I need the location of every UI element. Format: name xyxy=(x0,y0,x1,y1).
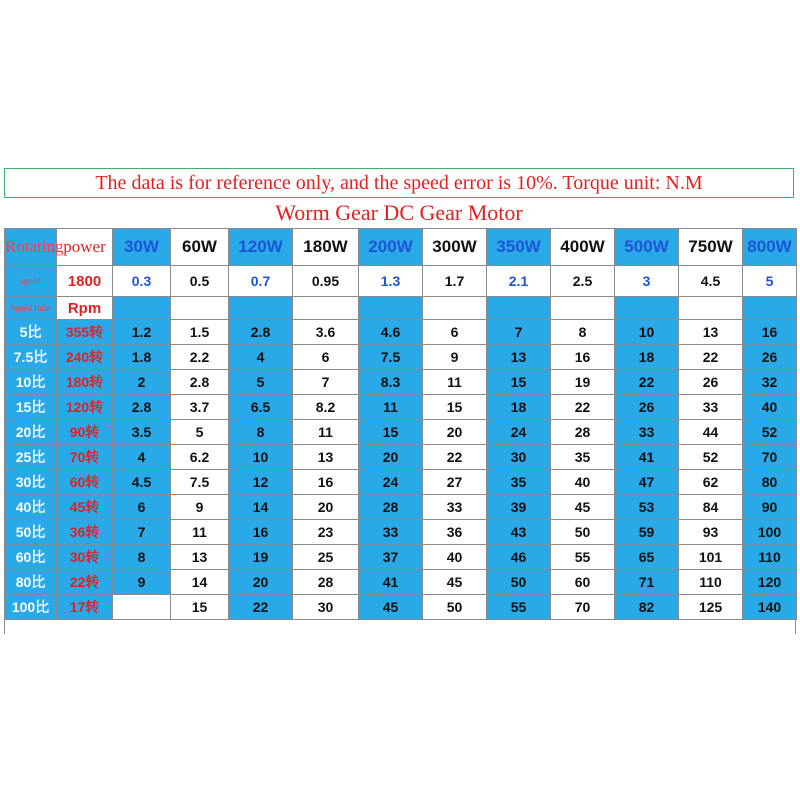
power-header-500w: 500W xyxy=(615,229,679,266)
torque-cell: 8 xyxy=(551,320,615,345)
torque-cell: 120 xyxy=(743,570,797,595)
power-header-400w: 400W xyxy=(551,229,615,266)
torque-cell: 47 xyxy=(615,470,679,495)
torque-cell: 13 xyxy=(293,445,359,470)
blank-cell xyxy=(487,297,551,320)
rated-torque-120w: 0.7 xyxy=(229,266,293,297)
torque-cell: 60 xyxy=(551,570,615,595)
torque-cell: 16 xyxy=(229,520,293,545)
torque-cell: 20 xyxy=(293,495,359,520)
torque-cell: 6 xyxy=(423,320,487,345)
speed-ratio-label: Speed ratio xyxy=(5,297,57,320)
torque-cell: 15 xyxy=(359,420,423,445)
torque-cell: 8 xyxy=(113,545,171,570)
torque-cell: 1.8 xyxy=(113,345,171,370)
torque-cell: 23 xyxy=(293,520,359,545)
torque-cell: 6 xyxy=(113,495,171,520)
torque-cell xyxy=(113,595,171,620)
torque-cell: 19 xyxy=(229,545,293,570)
torque-cell: 3.7 xyxy=(171,395,229,420)
torque-cell: 20 xyxy=(359,445,423,470)
torque-cell: 27 xyxy=(423,470,487,495)
rpm-cell: 60转 xyxy=(57,470,113,495)
torque-cell: 46 xyxy=(487,545,551,570)
torque-cell: 45 xyxy=(359,595,423,620)
power-header-120w: 120W xyxy=(229,229,293,266)
blank-cell xyxy=(423,297,487,320)
rpm-cell: 22转 xyxy=(57,570,113,595)
torque-cell: 2.8 xyxy=(229,320,293,345)
torque-cell: 26 xyxy=(743,345,797,370)
table-row xyxy=(5,470,797,495)
torque-cell: 41 xyxy=(615,445,679,470)
rpm-label: Rpm xyxy=(57,297,113,320)
rated-torque-500w: 3 xyxy=(615,266,679,297)
torque-cell: 25 xyxy=(293,545,359,570)
torque-cell: 8.2 xyxy=(293,395,359,420)
torque-cell: 7 xyxy=(487,320,551,345)
torque-cell: 33 xyxy=(615,420,679,445)
power-header-200w: 200W xyxy=(359,229,423,266)
torque-cell: 2.8 xyxy=(171,370,229,395)
speed-value: 1800 xyxy=(57,266,113,297)
torque-cell: 18 xyxy=(615,345,679,370)
torque-cell: 18 xyxy=(487,395,551,420)
rpm-cell: 180转 xyxy=(57,370,113,395)
torque-cell: 15 xyxy=(487,370,551,395)
torque-cell: 39 xyxy=(487,495,551,520)
torque-cell: 50 xyxy=(423,595,487,620)
torque-cell: 1.2 xyxy=(113,320,171,345)
torque-cell: 10 xyxy=(615,320,679,345)
torque-cell: 13 xyxy=(171,545,229,570)
torque-cell: 2 xyxy=(113,370,171,395)
ratio-cell: 60比 xyxy=(5,545,57,570)
rated-torque-400w: 2.5 xyxy=(551,266,615,297)
torque-cell: 110 xyxy=(679,570,743,595)
ratio-cell: 20比 xyxy=(5,420,57,445)
torque-cell: 4.6 xyxy=(359,320,423,345)
torque-cell: 8 xyxy=(229,420,293,445)
torque-cell: 3.6 xyxy=(293,320,359,345)
torque-cell: 5 xyxy=(171,420,229,445)
torque-cell: 62 xyxy=(679,470,743,495)
speed-label: speed xyxy=(5,266,57,297)
torque-cell: 22 xyxy=(229,595,293,620)
torque-cell: 7.5 xyxy=(359,345,423,370)
power-label: power xyxy=(57,229,113,266)
torque-cell: 110 xyxy=(743,545,797,570)
blank-cell xyxy=(615,297,679,320)
reference-notice: The data is for reference only, and the speed error is 10%. Torque unit: N.M xyxy=(4,168,794,198)
torque-cell: 6 xyxy=(293,345,359,370)
torque-cell: 65 xyxy=(615,545,679,570)
ratio-cell: 40比 xyxy=(5,495,57,520)
torque-cell: 70 xyxy=(743,445,797,470)
rpm-cell: 45转 xyxy=(57,495,113,520)
torque-cell: 16 xyxy=(551,345,615,370)
torque-cell: 3.5 xyxy=(113,420,171,445)
torque-cell: 26 xyxy=(679,370,743,395)
table-row xyxy=(5,545,797,570)
table-title: Worm Gear DC Gear Motor xyxy=(275,200,523,225)
rated-torque-800w: 5 xyxy=(743,266,797,297)
torque-cell: 101 xyxy=(679,545,743,570)
torque-cell: 13 xyxy=(487,345,551,370)
torque-cell: 13 xyxy=(679,320,743,345)
torque-cell: 11 xyxy=(359,395,423,420)
rpm-cell: 90转 xyxy=(57,420,113,445)
torque-cell: 33 xyxy=(359,520,423,545)
table-row xyxy=(5,420,797,445)
torque-cell: 26 xyxy=(615,395,679,420)
power-header-350w: 350W xyxy=(487,229,551,266)
rated-torque-200w: 1.3 xyxy=(359,266,423,297)
torque-cell: 45 xyxy=(423,570,487,595)
rpm-cell: 240转 xyxy=(57,345,113,370)
torque-cell: 9 xyxy=(113,570,171,595)
torque-cell: 90 xyxy=(743,495,797,520)
torque-cell: 35 xyxy=(487,470,551,495)
torque-cell: 53 xyxy=(615,495,679,520)
torque-cell: 30 xyxy=(487,445,551,470)
blank-cell xyxy=(293,297,359,320)
torque-cell: 6.5 xyxy=(229,395,293,420)
torque-cell: 36 xyxy=(423,520,487,545)
ratio-cell: 10比 xyxy=(5,370,57,395)
rated-torque-30w: 0.3 xyxy=(113,266,171,297)
torque-cell: 8.3 xyxy=(359,370,423,395)
blank-cell xyxy=(229,297,293,320)
torque-cell: 7 xyxy=(113,520,171,545)
ratio-cell: 80比 xyxy=(5,570,57,595)
table-row xyxy=(5,445,797,470)
table-row xyxy=(5,495,797,520)
torque-cell: 28 xyxy=(359,495,423,520)
torque-cell: 16 xyxy=(293,470,359,495)
rated-torque-750w: 4.5 xyxy=(679,266,743,297)
torque-cell: 41 xyxy=(359,570,423,595)
rpm-cell: 36转 xyxy=(57,520,113,545)
torque-cell: 7 xyxy=(293,370,359,395)
blank-cell xyxy=(551,297,615,320)
spec-sheet xyxy=(4,168,796,634)
ratio-cell: 7.5比 xyxy=(5,345,57,370)
torque-cell: 37 xyxy=(359,545,423,570)
torque-cell: 11 xyxy=(423,370,487,395)
rpm-label-row xyxy=(5,297,797,320)
table-row xyxy=(5,395,797,420)
torque-cell: 50 xyxy=(487,570,551,595)
torque-cell: 20 xyxy=(229,570,293,595)
torque-cell: 22 xyxy=(551,395,615,420)
power-header-60w: 60W xyxy=(171,229,229,266)
torque-cell: 40 xyxy=(423,545,487,570)
blank-cell xyxy=(113,297,171,320)
power-header-180w: 180W xyxy=(293,229,359,266)
table-row xyxy=(5,320,797,345)
rpm-cell: 70转 xyxy=(57,445,113,470)
blank-cell xyxy=(359,297,423,320)
torque-cell: 22 xyxy=(615,370,679,395)
ratio-cell: 5比 xyxy=(5,320,57,345)
torque-cell: 59 xyxy=(615,520,679,545)
rated-torque-60w: 0.5 xyxy=(171,266,229,297)
torque-table xyxy=(4,228,797,620)
torque-cell: 4 xyxy=(229,345,293,370)
table-row xyxy=(5,520,797,545)
blank-cell xyxy=(679,297,743,320)
rated-torque-350w: 2.1 xyxy=(487,266,551,297)
torque-cell: 44 xyxy=(679,420,743,445)
torque-cell: 28 xyxy=(293,570,359,595)
torque-cell: 5 xyxy=(229,370,293,395)
ratio-cell: 25比 xyxy=(5,445,57,470)
torque-cell: 52 xyxy=(743,420,797,445)
torque-cell: 30 xyxy=(293,595,359,620)
torque-cell: 4 xyxy=(113,445,171,470)
torque-cell: 45 xyxy=(551,495,615,520)
rated-torque-180w: 0.95 xyxy=(293,266,359,297)
torque-cell: 10 xyxy=(229,445,293,470)
blank-cell xyxy=(171,297,229,320)
power-header-30w: 30W xyxy=(113,229,171,266)
power-header-750w: 750W xyxy=(679,229,743,266)
torque-cell: 14 xyxy=(229,495,293,520)
ratio-cell: 50比 xyxy=(5,520,57,545)
table-row xyxy=(5,595,797,620)
torque-cell: 2.8 xyxy=(113,395,171,420)
torque-cell: 22 xyxy=(423,445,487,470)
torque-cell: 82 xyxy=(615,595,679,620)
torque-cell: 16 xyxy=(743,320,797,345)
torque-cell: 52 xyxy=(679,445,743,470)
torque-cell: 50 xyxy=(551,520,615,545)
power-header-300w: 300W xyxy=(423,229,487,266)
rated-torque-300w: 1.7 xyxy=(423,266,487,297)
torque-cell: 20 xyxy=(423,420,487,445)
torque-cell: 9 xyxy=(171,495,229,520)
torque-cell: 2.2 xyxy=(171,345,229,370)
ratio-cell: 30比 xyxy=(5,470,57,495)
torque-cell: 33 xyxy=(679,395,743,420)
torque-cell: 24 xyxy=(487,420,551,445)
rotating-label: Rotating xyxy=(5,229,57,266)
blank-cell xyxy=(743,297,797,320)
ratio-cell: 15比 xyxy=(5,395,57,420)
torque-cell: 70 xyxy=(551,595,615,620)
torque-cell: 9 xyxy=(423,345,487,370)
torque-cell: 55 xyxy=(551,545,615,570)
power-header-800w: 800W xyxy=(743,229,797,266)
torque-cell: 28 xyxy=(551,420,615,445)
table-row xyxy=(5,345,797,370)
torque-cell: 22 xyxy=(679,345,743,370)
torque-cell: 35 xyxy=(551,445,615,470)
power-header-row xyxy=(5,229,797,266)
ratio-cell: 100比 xyxy=(5,595,57,620)
torque-cell: 24 xyxy=(359,470,423,495)
table-row xyxy=(5,370,797,395)
torque-cell: 84 xyxy=(679,495,743,520)
table-footer-strip xyxy=(4,620,796,634)
rpm-cell: 17转 xyxy=(57,595,113,620)
torque-cell: 12 xyxy=(229,470,293,495)
torque-cell: 140 xyxy=(743,595,797,620)
torque-cell: 80 xyxy=(743,470,797,495)
rpm-cell: 30转 xyxy=(57,545,113,570)
torque-cell: 19 xyxy=(551,370,615,395)
rpm-cell: 355转 xyxy=(57,320,113,345)
torque-cell: 15 xyxy=(171,595,229,620)
torque-cell: 93 xyxy=(679,520,743,545)
torque-cell: 1.5 xyxy=(171,320,229,345)
torque-cell: 6.2 xyxy=(171,445,229,470)
torque-cell: 14 xyxy=(171,570,229,595)
torque-cell: 33 xyxy=(423,495,487,520)
torque-cell: 100 xyxy=(743,520,797,545)
torque-cell: 40 xyxy=(743,395,797,420)
torque-cell: 40 xyxy=(551,470,615,495)
torque-cell: 71 xyxy=(615,570,679,595)
torque-cell: 125 xyxy=(679,595,743,620)
table-row xyxy=(5,570,797,595)
rpm-cell: 120转 xyxy=(57,395,113,420)
torque-cell: 32 xyxy=(743,370,797,395)
table-body xyxy=(5,229,797,620)
torque-cell: 11 xyxy=(171,520,229,545)
rated-torque-row xyxy=(5,266,797,297)
torque-cell: 11 xyxy=(293,420,359,445)
torque-cell: 4.5 xyxy=(113,470,171,495)
torque-cell: 43 xyxy=(487,520,551,545)
torque-cell: 15 xyxy=(423,395,487,420)
torque-cell: 7.5 xyxy=(171,470,229,495)
torque-cell: 55 xyxy=(487,595,551,620)
